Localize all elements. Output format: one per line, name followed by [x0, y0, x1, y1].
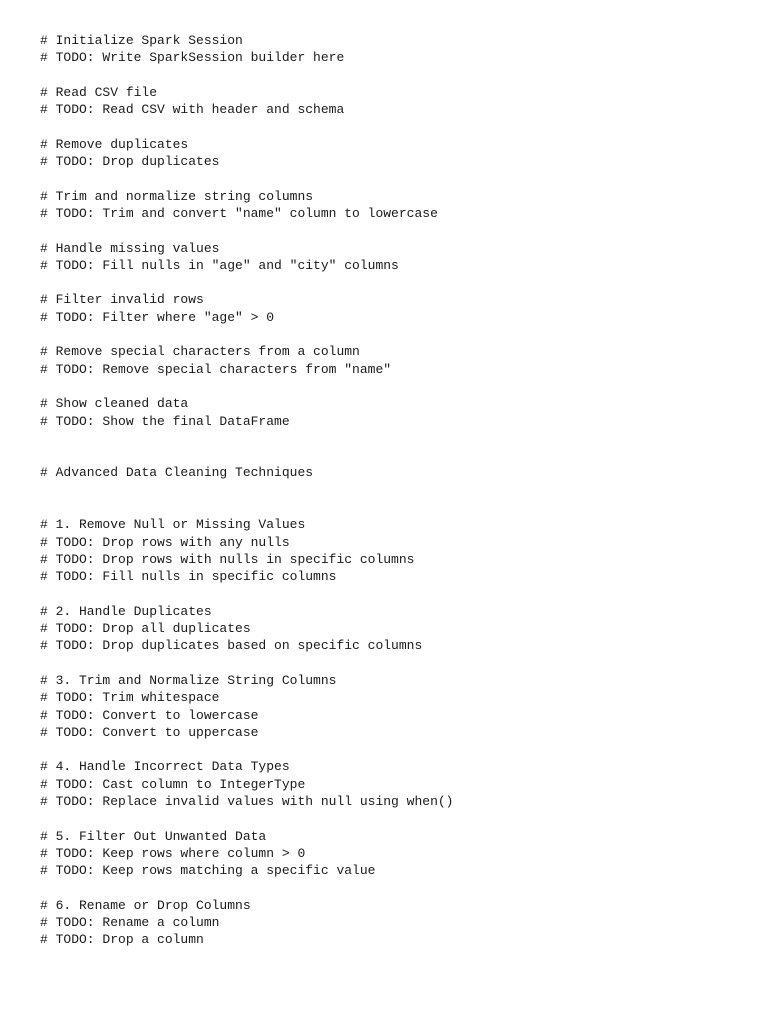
todo-line: # TODO: Fill nulls in specific columns: [40, 569, 337, 585]
blank-line: [40, 118, 740, 135]
blank-line: [40, 586, 740, 603]
blank-line: [40, 880, 740, 897]
todo-line: # TODO: Drop rows with any nulls: [40, 534, 290, 550]
todo-line: # TODO: Drop a column: [40, 932, 204, 948]
code-block: [40, 188, 740, 223]
comment-line: # Remove special characters from a column: [40, 344, 360, 360]
blank-line: [40, 430, 740, 465]
todo-line: # TODO: Filter where "age" > 0: [40, 309, 275, 325]
code-block: [40, 897, 740, 949]
todo-line: # TODO: Remove special characters from "name": [40, 361, 392, 377]
comment-line: # Remove duplicates: [40, 136, 189, 152]
comment-line: # Show cleaned data: [40, 396, 189, 412]
todo-line: # TODO: Keep rows where column > 0: [40, 845, 306, 861]
section-heading: # Advanced Data Cleaning Techniques: [40, 465, 314, 481]
code-block: [40, 84, 740, 119]
code-block: [40, 395, 740, 430]
comment-line: # 3. Trim and Normalize String Columns: [40, 672, 337, 688]
code-block: [40, 291, 740, 326]
comment-line: # 2. Handle Duplicates: [40, 603, 212, 619]
todo-line: # TODO: Convert to uppercase: [40, 724, 259, 740]
todo-line: # TODO: Trim and convert "name" column to lowercase: [40, 205, 438, 221]
blank-line: [40, 274, 740, 291]
blank-line: [40, 170, 740, 187]
todo-line: # TODO: Drop duplicates: [40, 154, 220, 170]
todo-line: # TODO: Drop duplicates based on specific columns: [40, 638, 423, 654]
comment-line: # Read CSV file: [40, 84, 158, 100]
comment-line: # 4. Handle Incorrect Data Types: [40, 759, 290, 775]
blank-line: [40, 378, 740, 395]
blank-line: [40, 326, 740, 343]
todo-line: # TODO: Trim whitespace: [40, 690, 220, 706]
comment-line: # Handle missing values: [40, 240, 220, 256]
code-document: [40, 32, 740, 949]
todo-line: # TODO: Replace invalid values with null using when(): [40, 794, 454, 810]
code-block: [40, 758, 740, 810]
todo-line: # TODO: Convert to lowercase: [40, 707, 259, 723]
code-block: [40, 672, 740, 741]
comment-line: # 6. Rename or Drop Columns: [40, 897, 251, 913]
todo-line: # TODO: Cast column to IntegerType: [40, 776, 306, 792]
code-block: [40, 603, 740, 655]
code-block: [40, 516, 740, 585]
code-block: [40, 343, 740, 378]
blank-line: [40, 741, 740, 758]
blank-line: [40, 810, 740, 827]
todo-line: # TODO: Keep rows matching a specific value: [40, 863, 376, 879]
todo-line: # TODO: Read CSV with header and schema: [40, 102, 345, 118]
blank-line: [40, 655, 740, 672]
code-block: [40, 136, 740, 171]
blank-line: [40, 482, 740, 517]
code-block: [40, 240, 740, 275]
todo-line: # TODO: Write SparkSession builder here: [40, 50, 345, 66]
comment-line: # Trim and normalize string columns: [40, 188, 314, 204]
comment-line: # 1. Remove Null or Missing Values: [40, 517, 306, 533]
todo-line: # TODO: Fill nulls in "age" and "city" columns: [40, 257, 399, 273]
comment-line: # 5. Filter Out Unwanted Data: [40, 828, 267, 844]
todo-line: # TODO: Show the final DataFrame: [40, 413, 290, 429]
code-block: [40, 828, 740, 880]
code-block: [40, 32, 740, 67]
todo-line: # TODO: Drop all duplicates: [40, 621, 251, 637]
todo-line: # TODO: Rename a column: [40, 915, 220, 931]
todo-line: # TODO: Drop rows with nulls in specific columns: [40, 551, 415, 567]
section-heading-block: [40, 464, 740, 481]
comment-line: # Initialize Spark Session: [40, 33, 243, 48]
comment-line: # Filter invalid rows: [40, 292, 204, 308]
blank-line: [40, 222, 740, 239]
blank-line: [40, 67, 740, 84]
